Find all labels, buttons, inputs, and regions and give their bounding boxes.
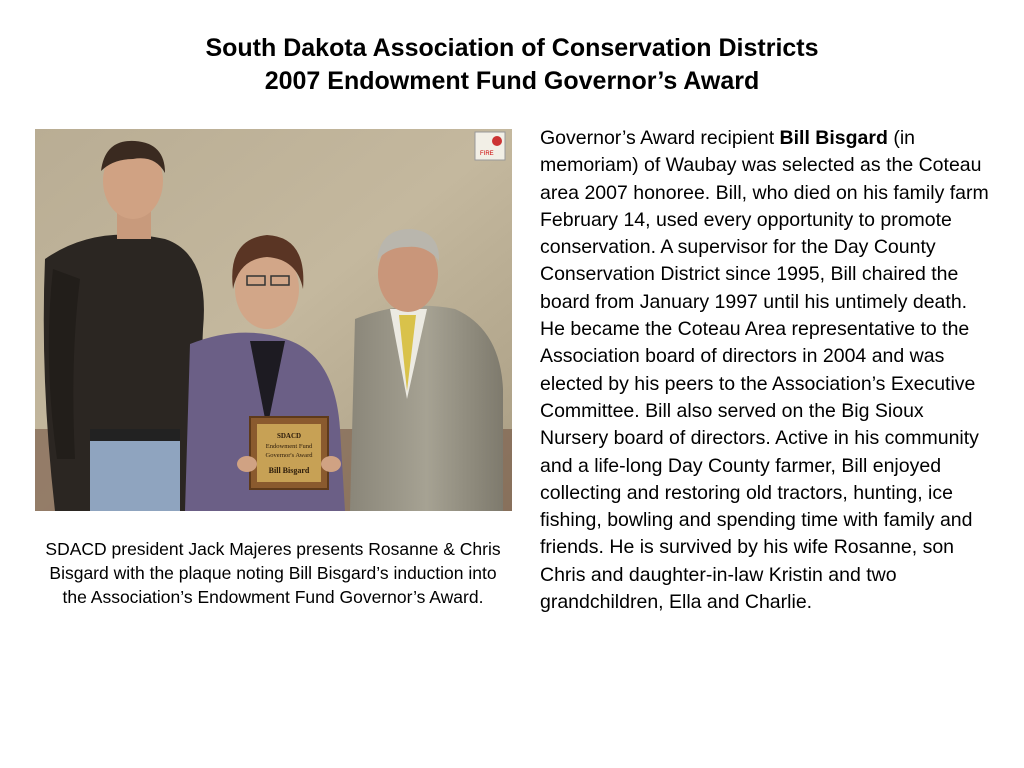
plaque-line-1: SDACD — [276, 432, 302, 440]
award-plaque — [250, 417, 328, 489]
title-line-2: 2007 Endowment Fund Governor’s Award — [264, 67, 760, 95]
photo-caption: SDACD president Jack Majeres presents Rosanne & Chris Bisgard with the plaque noting Bill Bisgard’s induction into the Association’s Endowment Fund Governor’s Award. — [45, 539, 501, 607]
recipient-name: Bill Bisgard — [779, 127, 888, 149]
award-photo — [35, 129, 512, 511]
article-intro: Governor’s Award recipient — [540, 127, 780, 149]
plaque-line-3: Governor's Award — [265, 452, 313, 459]
plaque-name: Bill Bisgard — [268, 466, 310, 475]
fire-sign-text: FIRE — [480, 151, 494, 157]
article-body: (in memoriam) of Waubay was selected as the Coteau area 2007 honoree. Bill, who died on his family farm February 14, used every opportunity to promote conservation. A supervisor for the Day County Conservation District since 1995, Bill chaired the board from January 1997 until his untimely death. He became the Coteau Area representative to the Association board of directors in 2004 and was elected by his peers to the Association’s Executive Committee. Bill also served on the Big Sioux Nursery board of directors. Active in his community and a life-long Day County farmer, Bill enjoyed collecting and restoring old tractors, hunting, ice fishing, bowling and spending time with family and friends. He is survived by his wife Rosanne, son Chris and daughter-in-law Kristin and two grandchildren, Ella and Charlie. — [540, 127, 989, 614]
article-text — [540, 125, 990, 616]
page-title — [0, 32, 1024, 98]
award-photo-illustration — [35, 129, 512, 511]
plaque-line-2: Endowment Fund — [265, 443, 313, 450]
title-line-1: South Dakota Association of Conservation Districts — [205, 34, 819, 62]
